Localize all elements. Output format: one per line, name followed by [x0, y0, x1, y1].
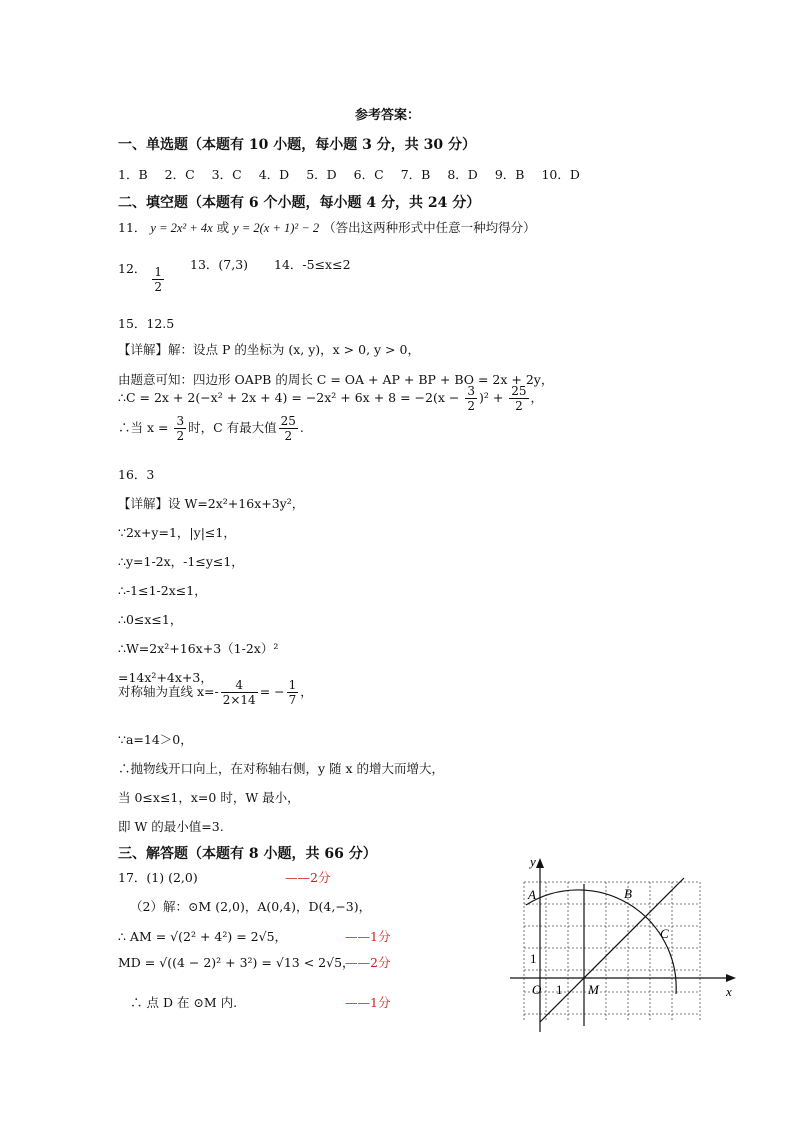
- answer-item: 9．B: [494, 167, 525, 182]
- q16-line: ∴y=1-2x，-1≤y≤1，: [118, 554, 244, 569]
- q15-line-4-part: 时，C 有最大值: [188, 420, 277, 435]
- answer-item: 2．C: [164, 167, 195, 182]
- fraction-25-2: [509, 384, 528, 413]
- q16-line: 当 0≤x≤1，x=0 时，W 最小，: [118, 790, 300, 805]
- section1-title: 一、单选题（本题有 10 小题，每小题 3 分，共 30 分）: [118, 137, 476, 153]
- score-mark: ——2分: [345, 955, 391, 970]
- y-axis-arrow: [536, 858, 544, 868]
- answer-item: 3．C: [211, 167, 242, 182]
- fraction-denominator: 2: [284, 429, 293, 443]
- q15-line-3-part: )² +: [478, 390, 508, 405]
- answer-item: 6．C: [353, 167, 384, 182]
- q11-expression-1: y = 2x² + 4x: [150, 221, 213, 235]
- q16-line: ∵2x+y=1，|y|≤1，: [118, 525, 236, 540]
- q11-expression-2: y = 2(x + 1)² − 2: [233, 221, 320, 235]
- fraction-numerator: 1: [288, 678, 297, 692]
- q16-line: ∴-1≤1-2x≤1，: [118, 583, 207, 598]
- q15-number: 15．12.5: [118, 316, 175, 331]
- q16-line: ∴0≤x≤1，: [118, 612, 183, 627]
- fraction-3-2: [174, 414, 186, 443]
- q12-fraction: [152, 265, 164, 294]
- answer-item: 10．D: [541, 167, 580, 182]
- page-title: 参考答案：: [355, 108, 421, 123]
- section3-title: 三、解答题（本题有 8 小题，共 66 分）: [118, 846, 377, 862]
- score-mark: ——1分: [345, 929, 391, 944]
- q11-or: 或: [216, 220, 230, 235]
- q17-line-am: ∴ AM = √(2² + 4²) = 2√5，: [118, 929, 288, 944]
- q12-number: 12．: [118, 261, 147, 276]
- q11-number: 11．: [118, 220, 147, 235]
- q15-line-4: [118, 414, 304, 443]
- q15-line-2: 由题意可知：四边形 OAPB 的周长 C = OA + AP + BP + BO = 2x + 2y，: [118, 372, 554, 387]
- grid: [524, 882, 700, 1020]
- q13-answer: 13．(7,3): [190, 257, 249, 272]
- fraction-numerator: 4: [221, 678, 258, 693]
- q17-line-md: MD = √((4 − 2)² + 3²) = √13 < 2√5，: [118, 955, 355, 970]
- section2-title: 二、填空题（本题有 6 个小题，每小题 4 分，共 24 分）: [118, 195, 481, 211]
- answer-item: 4．D: [258, 167, 290, 182]
- fraction-numerator: 3: [467, 384, 475, 398]
- fraction-denominator: 2×14: [222, 693, 256, 707]
- q17-part1: 17．(1) (2,0): [118, 870, 198, 885]
- fraction-numerator: 3: [176, 414, 185, 428]
- answer-item: 8．D: [447, 167, 478, 182]
- score-mark: ——2分: [285, 870, 331, 885]
- fraction-numerator: 25: [280, 414, 296, 428]
- fraction-denominator: 2: [154, 280, 163, 294]
- fraction-3-2: [465, 384, 477, 413]
- q11-note: （答出这两种形式中任意一种均得分）: [323, 220, 536, 235]
- q15-line-3-part: ，: [530, 390, 544, 405]
- point-a-label: A: [528, 887, 536, 902]
- x-axis-arrow: [726, 974, 736, 982]
- answer-item: 5．D: [306, 167, 337, 182]
- point-b-label: B: [624, 886, 632, 901]
- fraction-denominator: 2: [515, 399, 523, 413]
- q16-line: ∵a=14＞0，: [118, 732, 193, 747]
- q15-line-4-part: .: [299, 420, 304, 435]
- q16-line: 【详解】设 W=2x²+16x+3y²，: [118, 496, 305, 511]
- y-one-label: 1: [530, 951, 537, 966]
- q15-line-1: 【详解】解：设点 P 的坐标为 (x, y)，x > 0, y > 0，: [118, 342, 420, 357]
- answer-item: 7．B: [400, 167, 431, 182]
- q16-axis-part: = −: [259, 684, 285, 699]
- fraction-numerator: 25: [511, 384, 527, 398]
- q17-conclusion: ∴ 点 D 在 ⊙M 内.: [130, 995, 238, 1010]
- origin-label: O: [532, 982, 542, 997]
- q15-line-3-part: ∴C = 2x + 2(−x² + 2x + 4) = −2x² + 6x + 8 = −2: [118, 390, 433, 405]
- q15-line-3-part: (x −: [432, 390, 464, 405]
- x-one-label: 1: [556, 982, 563, 997]
- fraction-denominator: 7: [288, 693, 297, 707]
- y-label: y: [530, 854, 536, 869]
- q12-answer: [118, 255, 166, 294]
- q16-line: ∴W=2x²+16x+3（1-2x）²: [118, 641, 279, 656]
- fraction-denominator: 2: [176, 429, 185, 443]
- q16-axis-part: 对称轴为直线 x=-: [118, 684, 219, 699]
- q15-line-4-part: ∴当 x =: [118, 420, 173, 435]
- diagonal-line: [540, 878, 684, 1022]
- q11-answer: [118, 218, 536, 236]
- answer-item: 1．B: [118, 167, 148, 182]
- x-label: x: [726, 984, 732, 999]
- fraction-denominator: 2: [467, 399, 475, 413]
- q15-line-3: [118, 384, 543, 413]
- q16-axis-part: ，: [300, 684, 313, 699]
- q14-answer: 14．-5≤x≤2: [274, 257, 351, 272]
- fraction-1-7: [287, 678, 299, 707]
- q16-number: 16．3: [118, 467, 155, 482]
- section1-answers: [118, 165, 597, 183]
- q16-line: 即 W 的最小值=3.: [118, 819, 224, 834]
- q16-line: =14x²+4x+3，: [118, 670, 213, 685]
- q17-part2: （2）解：⊙M (2,0)，A(0,4)，D(4,−3)，: [130, 899, 372, 914]
- score-mark: ——1分: [345, 995, 391, 1010]
- fraction-4-2x14: [221, 678, 258, 707]
- point-c-label: C: [660, 926, 669, 941]
- fraction-numerator: 1: [154, 265, 163, 279]
- coordinate-figure: [500, 850, 750, 1035]
- q16-axis-line: [118, 678, 313, 707]
- fraction-25-2: [279, 414, 298, 443]
- q16-line: ∴抛物线开口向上，在对称轴右侧，y 随 x 的增大而增大，: [118, 761, 445, 776]
- point-m-label: M: [588, 982, 599, 997]
